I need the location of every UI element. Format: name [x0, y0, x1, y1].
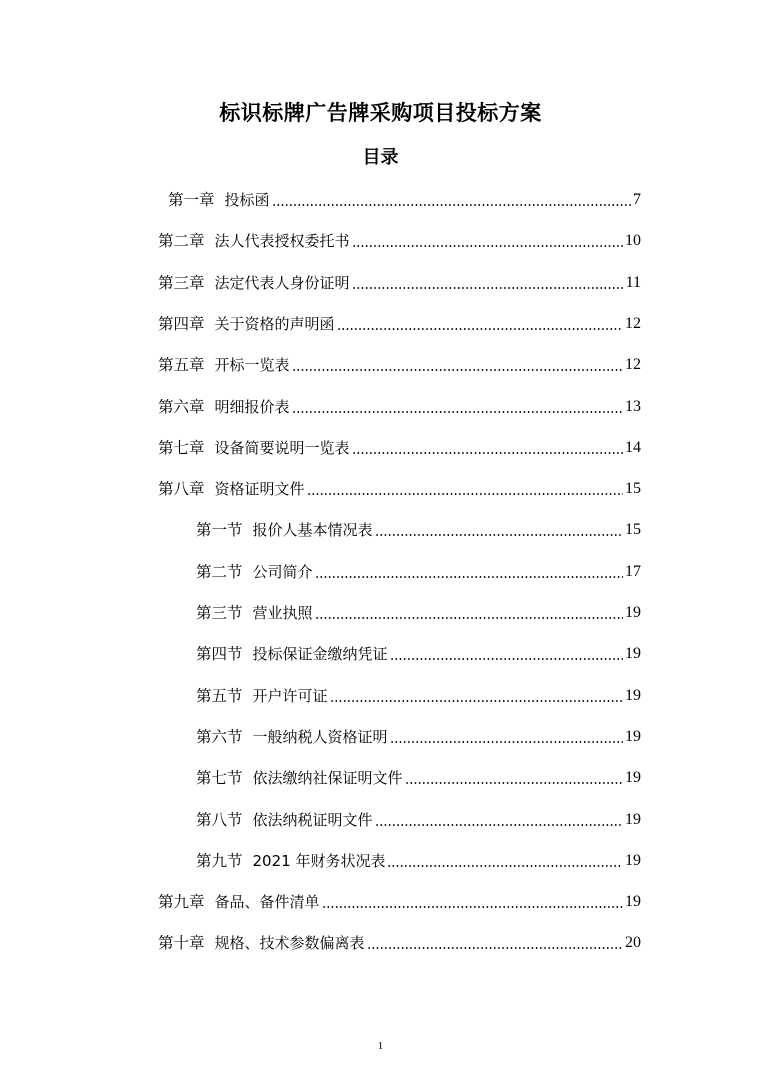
toc-entry-title: 设备简要说明一览表 — [214, 439, 350, 457]
toc-entry-title: 投标保证金缴纳凭证 — [252, 645, 388, 663]
toc-entry-title: 一般纳税人资格证明 — [252, 728, 388, 746]
toc-dot-leader — [352, 245, 623, 247]
page-number: 1 — [377, 1040, 384, 1052]
toc-entry-page: 19 — [625, 645, 641, 662]
toc-entry-page: 19 — [625, 769, 641, 786]
toc-dot-leader — [315, 576, 623, 578]
toc-section-row[interactable] — [196, 806, 641, 830]
toc-dot-leader — [352, 452, 623, 454]
toc-dot-leader — [375, 824, 623, 826]
toc-entry-title: 法人代表授权委托书 — [214, 232, 350, 250]
toc-entry-page: 15 — [625, 480, 641, 497]
toc-section-row[interactable] — [196, 640, 641, 664]
toc-dot-leader — [390, 741, 623, 743]
toc-entry-title: 规格、技术参数偏离表 — [214, 934, 365, 952]
toc-dot-leader — [292, 411, 623, 413]
toc-entry-page: 12 — [625, 356, 641, 373]
toc-dot-leader — [387, 865, 623, 867]
toc-entry-page: 15 — [625, 521, 641, 538]
toc-entry-title: 公司简介 — [252, 563, 313, 581]
toc-chapter-row[interactable] — [158, 227, 641, 251]
toc-section-row[interactable] — [196, 558, 641, 582]
toc-entry-number: 第八章 — [158, 480, 205, 498]
toc-entry-title: 明细报价表 — [214, 398, 290, 416]
toc-dot-leader — [322, 906, 623, 908]
toc-entry-title: 营业执照 — [252, 604, 313, 622]
toc-entry-page: 19 — [625, 852, 641, 869]
toc-dot-leader — [272, 204, 631, 206]
toc-entry-number: 第五节 — [196, 687, 243, 705]
toc-entry-number: 第一章 — [168, 191, 215, 209]
toc-entry-number: 第九节 — [196, 852, 243, 870]
toc-entry-page: 19 — [625, 687, 641, 704]
toc-chapter-row[interactable] — [158, 269, 641, 293]
toc-entry-title: 备品、备件清单 — [214, 893, 320, 911]
toc-entry-title: 开标一览表 — [214, 356, 290, 374]
toc-dot-leader — [375, 534, 623, 536]
toc-entry-number: 第八节 — [196, 811, 243, 829]
toc-heading: 目录 — [362, 147, 399, 168]
toc-entry-title: 投标函 — [224, 191, 270, 209]
toc-chapter-row[interactable] — [158, 434, 641, 458]
toc-chapter-row[interactable] — [158, 351, 641, 375]
toc-entry-number: 第四节 — [196, 645, 243, 663]
toc-entry-page: 14 — [625, 439, 641, 456]
toc-entry-number: 第七节 — [196, 769, 243, 787]
toc-dot-leader — [330, 700, 623, 702]
toc-section-row[interactable] — [196, 723, 641, 747]
toc-entry-number: 第一节 — [196, 521, 243, 539]
toc-chapter-row[interactable] — [158, 310, 641, 334]
toc-dot-leader — [352, 287, 624, 289]
toc-entry-page: 11 — [625, 274, 641, 291]
toc-entry-title: 报价人基本情况表 — [252, 521, 373, 539]
toc-entry-number: 第六节 — [196, 728, 243, 746]
toc-dot-leader — [307, 493, 623, 495]
toc-section-row[interactable] — [196, 682, 641, 706]
toc-entry-page: 13 — [625, 398, 641, 415]
toc-chapter-row[interactable] — [158, 475, 641, 499]
toc-entry-number: 第六章 — [158, 398, 205, 416]
toc-dot-leader — [390, 658, 623, 660]
toc-entry-title: 法定代表人身份证明 — [214, 274, 350, 292]
toc-entry-title: 依法纳税证明文件 — [252, 811, 373, 829]
toc-entry-title: 2021 年财务状况表 — [252, 852, 386, 870]
toc-section-row[interactable] — [196, 599, 641, 623]
document-title: 标识标牌广告牌采购项目投标方案 — [219, 101, 542, 125]
toc-entry-title: 关于资格的声明函 — [214, 315, 335, 333]
toc-section-row[interactable] — [196, 516, 641, 540]
toc-entry-title: 资格证明文件 — [214, 480, 305, 498]
toc-chapter-row[interactable] — [158, 888, 641, 912]
toc-section-row[interactable] — [196, 764, 641, 788]
toc-dot-leader — [367, 947, 623, 949]
toc-entry-page: 19 — [625, 604, 641, 621]
toc-chapter-row[interactable] — [168, 186, 641, 210]
toc-dot-leader — [405, 782, 623, 784]
toc-entry-page: 10 — [625, 232, 641, 249]
toc-entry-number: 第四章 — [158, 315, 205, 333]
toc-dot-leader — [315, 617, 623, 619]
toc-entry-page: 12 — [625, 315, 641, 332]
toc-entry-number: 第十章 — [158, 934, 205, 952]
toc-section-row[interactable] — [196, 847, 641, 871]
toc-entry-number: 第二节 — [196, 563, 243, 581]
toc-entry-page: 7 — [633, 191, 641, 208]
toc-entry-number: 第二章 — [158, 232, 205, 250]
toc-entry-number: 第九章 — [158, 893, 205, 911]
toc-entry-page: 19 — [625, 811, 641, 828]
toc-entry-page: 17 — [625, 563, 641, 580]
toc-chapter-row[interactable] — [158, 929, 641, 953]
toc-entry-number: 第七章 — [158, 439, 205, 457]
toc-entry-number: 第三节 — [196, 604, 243, 622]
toc-entry-page: 20 — [625, 934, 641, 951]
toc-entry-number: 第五章 — [158, 356, 205, 374]
toc-chapter-row[interactable] — [158, 393, 641, 417]
toc-entry-number: 第三章 — [158, 274, 205, 292]
toc-entry-page: 19 — [625, 728, 641, 745]
toc-entry-page: 19 — [625, 893, 641, 910]
toc-dot-leader — [337, 328, 623, 330]
toc-entry-title: 依法缴纳社保证明文件 — [252, 769, 403, 787]
toc-dot-leader — [292, 369, 623, 371]
toc-entry-title: 开户许可证 — [252, 687, 328, 705]
